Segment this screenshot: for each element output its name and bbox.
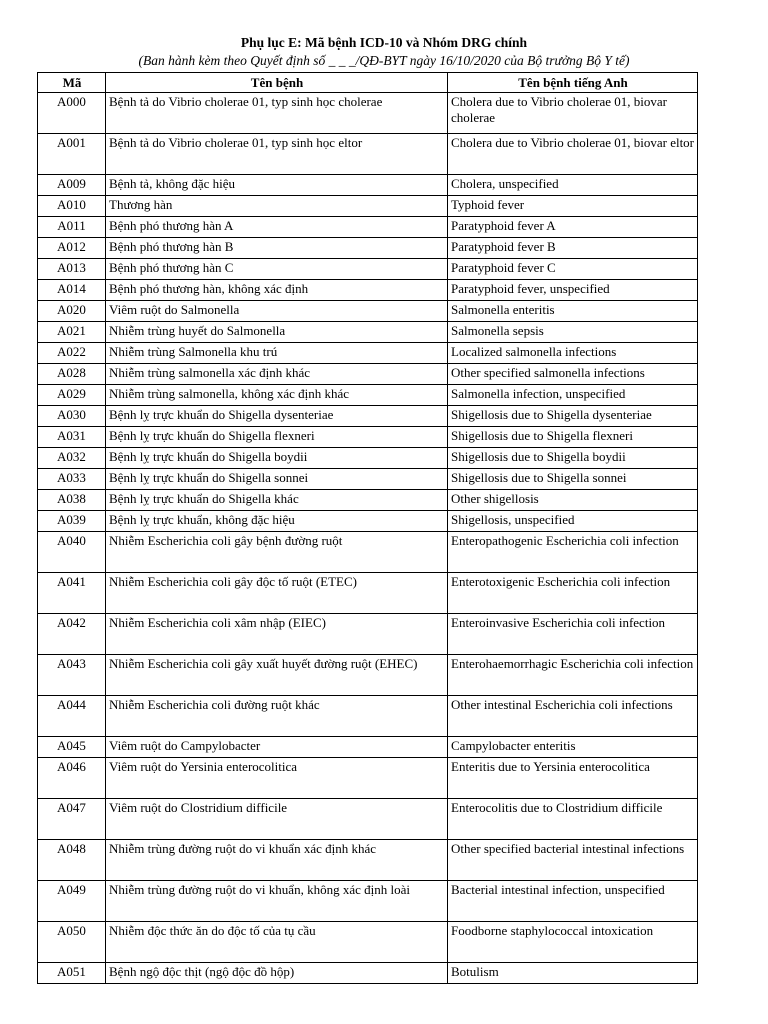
code-cell: A010 bbox=[38, 196, 106, 217]
english-name-cell: Shigellosis due to Shigella flexneri bbox=[448, 427, 698, 448]
english-name-cell: Enterocolitis due to Clostridium difficile bbox=[448, 799, 698, 840]
code-cell: A022 bbox=[38, 343, 106, 364]
table-row bbox=[38, 93, 698, 134]
table-row bbox=[38, 573, 698, 614]
code-cell: A044 bbox=[38, 696, 106, 737]
disease-name-cell: Bệnh tả, không đặc hiệu bbox=[106, 175, 448, 196]
english-name-cell: Shigellosis due to Shigella sonnei bbox=[448, 469, 698, 490]
code-cell: A046 bbox=[38, 758, 106, 799]
disease-name-cell: Viêm ruột do Clostridium difficile bbox=[106, 799, 448, 840]
disease-name-cell: Thương hàn bbox=[106, 196, 448, 217]
english-name-cell: Campylobacter enteritis bbox=[448, 737, 698, 758]
disease-name-cell: Viêm ruột do Salmonella bbox=[106, 301, 448, 322]
table-row bbox=[38, 259, 698, 280]
english-name-cell: Foodborne staphylococcal intoxication bbox=[448, 922, 698, 963]
english-name-cell: Enteroinvasive Escherichia coli infection bbox=[448, 614, 698, 655]
table-row bbox=[38, 532, 698, 573]
table-row bbox=[38, 301, 698, 322]
english-name-cell: Shigellosis due to Shigella dysenteriae bbox=[448, 406, 698, 427]
table-row bbox=[38, 280, 698, 301]
english-name-cell: Paratyphoid fever, unspecified bbox=[448, 280, 698, 301]
english-name-cell: Other specified salmonella infections bbox=[448, 364, 698, 385]
disease-name-cell: Bệnh lỵ trực khuẩn do Shigella boydii bbox=[106, 448, 448, 469]
table-row bbox=[38, 614, 698, 655]
disease-name-cell: Nhiễm Escherichia coli gây bệnh đường ruột bbox=[106, 532, 448, 573]
disease-name-cell: Viêm ruột do Campylobacter bbox=[106, 737, 448, 758]
table-row bbox=[38, 758, 698, 799]
table-row bbox=[38, 696, 698, 737]
code-cell: A012 bbox=[38, 238, 106, 259]
header-disease-name: Tên bệnh bbox=[106, 73, 448, 93]
english-name-cell: Other specified bacterial intestinal infections bbox=[448, 840, 698, 881]
table-row bbox=[38, 922, 698, 963]
code-cell: A030 bbox=[38, 406, 106, 427]
code-cell: A033 bbox=[38, 469, 106, 490]
table-row bbox=[38, 655, 698, 696]
code-cell: A049 bbox=[38, 881, 106, 922]
table-row bbox=[38, 799, 698, 840]
english-name-cell: Shigellosis due to Shigella boydii bbox=[448, 448, 698, 469]
code-cell: A051 bbox=[38, 963, 106, 984]
code-cell: A020 bbox=[38, 301, 106, 322]
table-row bbox=[38, 963, 698, 984]
table-row bbox=[38, 448, 698, 469]
code-cell: A032 bbox=[38, 448, 106, 469]
code-cell: A038 bbox=[38, 490, 106, 511]
table-row bbox=[38, 343, 698, 364]
table-row bbox=[38, 217, 698, 238]
english-name-cell: Cholera due to Vibrio cholerae 01, biovar cholerae bbox=[448, 93, 698, 134]
table-row bbox=[38, 840, 698, 881]
english-name-cell: Localized salmonella infections bbox=[448, 343, 698, 364]
table-row bbox=[38, 427, 698, 448]
table-row bbox=[38, 238, 698, 259]
table-row bbox=[38, 134, 698, 175]
code-cell: A009 bbox=[38, 175, 106, 196]
disease-name-cell: Nhiễm trùng huyết do Salmonella bbox=[106, 322, 448, 343]
disease-name-cell: Nhiễm Escherichia coli xâm nhập (EIEC) bbox=[106, 614, 448, 655]
disease-name-cell: Viêm ruột do Yersinia enterocolitica bbox=[106, 758, 448, 799]
disease-name-cell: Nhiễm trùng salmonella xác định khác bbox=[106, 364, 448, 385]
english-name-cell: Paratyphoid fever A bbox=[448, 217, 698, 238]
code-cell: A001 bbox=[38, 134, 106, 175]
code-cell: A045 bbox=[38, 737, 106, 758]
table-row bbox=[38, 406, 698, 427]
disease-name-cell: Nhiễm trùng đường ruột do vi khuẩn, không xác định loài bbox=[106, 881, 448, 922]
table-row bbox=[38, 469, 698, 490]
disease-name-cell: Nhiễm trùng đường ruột do vi khuẩn xác định khác bbox=[106, 840, 448, 881]
disease-name-cell: Bệnh lỵ trực khuẩn do Shigella khác bbox=[106, 490, 448, 511]
code-cell: A040 bbox=[38, 532, 106, 573]
table-row bbox=[38, 322, 698, 343]
table-header-row bbox=[38, 73, 698, 93]
header-code: Mã bbox=[38, 73, 106, 93]
english-name-cell: Typhoid fever bbox=[448, 196, 698, 217]
code-cell: A029 bbox=[38, 385, 106, 406]
disease-name-cell: Bệnh lỵ trực khuẩn, không đặc hiệu bbox=[106, 511, 448, 532]
english-name-cell: Other shigellosis bbox=[448, 490, 698, 511]
table-row bbox=[38, 385, 698, 406]
english-name-cell: Cholera due to Vibrio cholerae 01, biovar eltor bbox=[448, 134, 698, 175]
english-name-cell: Salmonella enteritis bbox=[448, 301, 698, 322]
disease-name-cell: Bệnh phó thương hàn C bbox=[106, 259, 448, 280]
table-row bbox=[38, 196, 698, 217]
disease-name-cell: Bệnh phó thương hàn A bbox=[106, 217, 448, 238]
table-row bbox=[38, 737, 698, 758]
disease-name-cell: Nhiễm trùng salmonella, không xác định khác bbox=[106, 385, 448, 406]
english-name-cell: Enterotoxigenic Escherichia coli infection bbox=[448, 573, 698, 614]
table-row bbox=[38, 490, 698, 511]
disease-name-cell: Bệnh phó thương hàn, không xác định bbox=[106, 280, 448, 301]
page-title: Phụ lục E: Mã bệnh ICD-10 và Nhóm DRG chính bbox=[240, 35, 528, 50]
code-cell: A021 bbox=[38, 322, 106, 343]
english-name-cell: Salmonella sepsis bbox=[448, 322, 698, 343]
disease-name-cell: Bệnh lỵ trực khuẩn do Shigella flexneri bbox=[106, 427, 448, 448]
code-cell: A013 bbox=[38, 259, 106, 280]
code-cell: A028 bbox=[38, 364, 106, 385]
disease-name-cell: Bệnh ngộ độc thịt (ngộ độc đồ hộp) bbox=[106, 963, 448, 984]
disease-name-cell: Nhiễm Escherichia coli gây xuất huyết đường ruột (EHEC) bbox=[106, 655, 448, 696]
header-english-name: Tên bệnh tiếng Anh bbox=[448, 73, 698, 93]
english-name-cell: Bacterial intestinal infection, unspecified bbox=[448, 881, 698, 922]
code-cell: A031 bbox=[38, 427, 106, 448]
icd-table bbox=[37, 72, 698, 984]
code-cell: A048 bbox=[38, 840, 106, 881]
english-name-cell: Enterohaemorrhagic Escherichia coli infection bbox=[448, 655, 698, 696]
table-row bbox=[38, 364, 698, 385]
table-row bbox=[38, 881, 698, 922]
code-cell: A043 bbox=[38, 655, 106, 696]
english-name-cell: Shigellosis, unspecified bbox=[448, 511, 698, 532]
disease-name-cell: Nhiễm Escherichia coli gây độc tố ruột (ETEC) bbox=[106, 573, 448, 614]
page-subtitle: (Ban hành kèm theo Quyết định số _ _ _/QĐ-BYT ngày 16/10/2020 của Bộ trưởng Bộ Y tế) bbox=[138, 53, 630, 68]
english-name-cell: Botulism bbox=[448, 963, 698, 984]
disease-name-cell: Nhiễm trùng Salmonella khu trú bbox=[106, 343, 448, 364]
code-cell: A011 bbox=[38, 217, 106, 238]
table-row bbox=[38, 175, 698, 196]
disease-name-cell: Bệnh tả do Vibrio cholerae 01, typ sinh học cholerae bbox=[106, 93, 448, 134]
code-cell: A014 bbox=[38, 280, 106, 301]
disease-name-cell: Nhiễm độc thức ăn do độc tố của tụ cầu bbox=[106, 922, 448, 963]
english-name-cell: Enteropathogenic Escherichia coli infection bbox=[448, 532, 698, 573]
english-name-cell: Paratyphoid fever C bbox=[448, 259, 698, 280]
disease-name-cell: Nhiễm Escherichia coli đường ruột khác bbox=[106, 696, 448, 737]
english-name-cell: Cholera, unspecified bbox=[448, 175, 698, 196]
code-cell: A000 bbox=[38, 93, 106, 134]
code-cell: A050 bbox=[38, 922, 106, 963]
disease-name-cell: Bệnh tả do Vibrio cholerae 01, typ sinh học eltor bbox=[106, 134, 448, 175]
code-cell: A042 bbox=[38, 614, 106, 655]
english-name-cell: Enteritis due to Yersinia enterocolitica bbox=[448, 758, 698, 799]
english-name-cell: Salmonella infection, unspecified bbox=[448, 385, 698, 406]
table-row bbox=[38, 511, 698, 532]
disease-name-cell: Bệnh lỵ trực khuẩn do Shigella sonnei bbox=[106, 469, 448, 490]
code-cell: A041 bbox=[38, 573, 106, 614]
disease-name-cell: Bệnh lỵ trực khuẩn do Shigella dysenteriae bbox=[106, 406, 448, 427]
code-cell: A047 bbox=[38, 799, 106, 840]
english-name-cell: Other intestinal Escherichia coli infections bbox=[448, 696, 698, 737]
code-cell: A039 bbox=[38, 511, 106, 532]
disease-name-cell: Bệnh phó thương hàn B bbox=[106, 238, 448, 259]
english-name-cell: Paratyphoid fever B bbox=[448, 238, 698, 259]
